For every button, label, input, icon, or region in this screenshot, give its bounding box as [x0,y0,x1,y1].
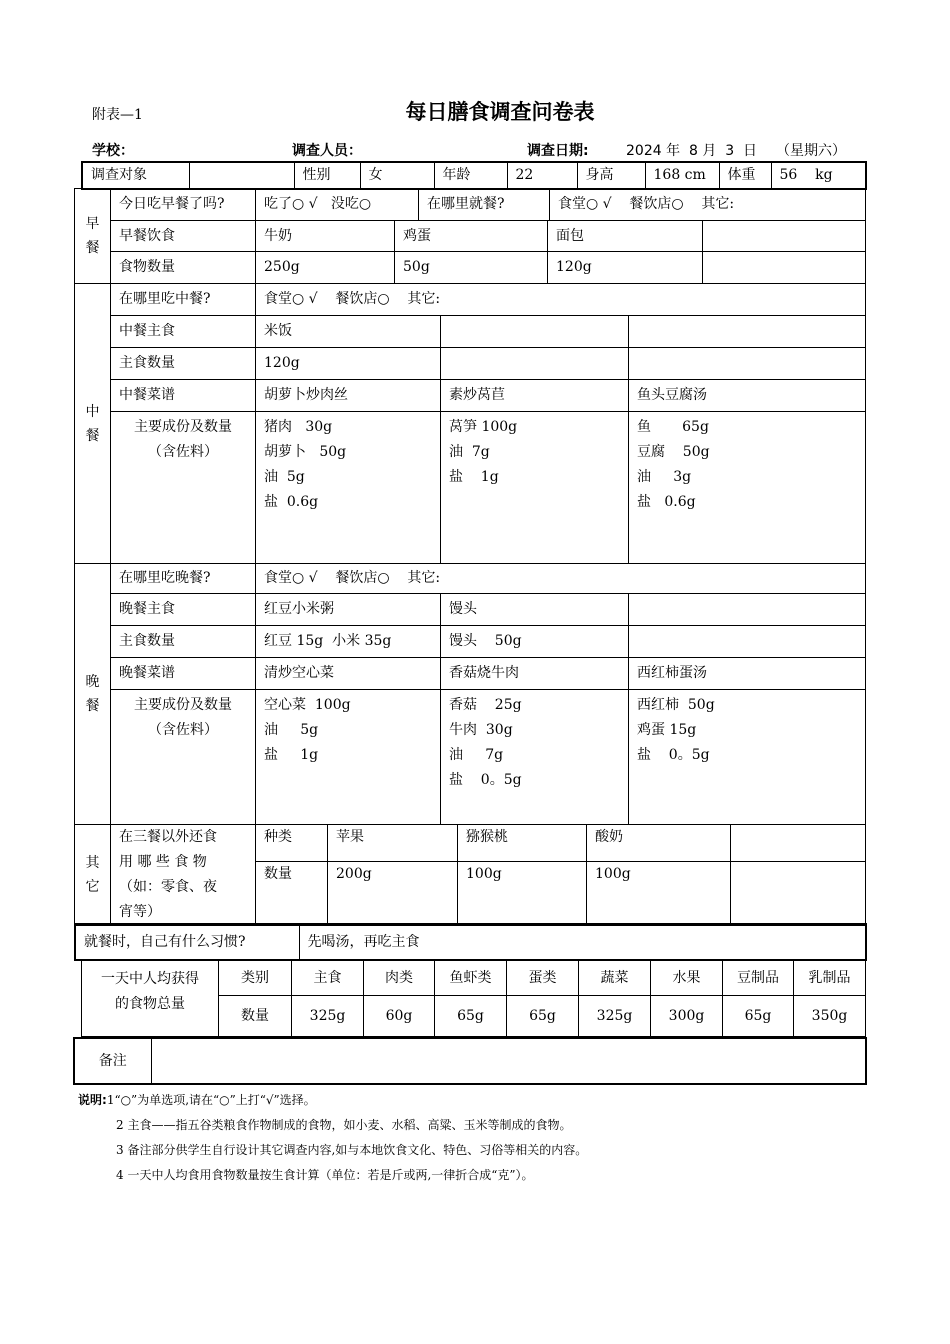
habit-answer: 先喝汤，再吃主食 [299,924,866,960]
other-qty-label: 数量 [256,861,328,925]
lunch-where-options[interactable]: 食堂○ √ 餐饮店○ 其它: [256,284,866,316]
dinner-where-label: 在哪里吃晚餐? [111,564,256,594]
dinner-menu-label: 晚餐菜谱 [111,658,256,690]
lunch-section-label: 中 餐 [75,284,111,564]
dinner-ingredients: 西红柿 50g 鸡蛋 15g 盐 0。5g [629,690,866,825]
lunch-dish: 素炒莴苣 [441,380,629,412]
date-label: 调查日期: [527,143,589,159]
other-qty [731,861,866,925]
totals-qty: 65g [435,996,507,1037]
note-item: 3 备注部分供学生自行设计其它调查内容,如与本地饮食文化、特色、习俗等相关的内容。 [116,1143,588,1157]
subject-table [81,161,867,190]
lunch-table [74,283,866,564]
breakfast-qty: 120g [548,252,703,284]
notes-label: 说明: [78,1093,107,1107]
dinner-staple [629,594,866,626]
other-qty: 100g [587,861,731,925]
other-question: 在三餐以外还食 用 哪 些 食 物 （如：零食、夜 宵等） [111,825,256,926]
dinner-staple-qty-label: 主食数量 [111,626,256,658]
note-item: 1“○”为单选项,请在“○”上打“√”选择。 [106,1093,316,1107]
breakfast-table [74,188,866,284]
appendix-label: 附表—1 [92,107,143,123]
breakfast-food: 鸡蛋 [395,221,548,252]
breakfast-food: 面包 [548,221,703,252]
other-qty: 100g [458,861,587,925]
lunch-ingredients: 莴笋 100g 油 7g 盐 1g [441,412,629,564]
totals-table [81,960,866,1037]
breakfast-food [703,221,866,252]
other-type: 猕猴桃 [458,825,587,862]
date-value: 2024 年 8 月 3 日 [626,143,758,159]
lunch-staple-qty [441,348,629,380]
other-section-label: 其 它 [75,825,111,926]
lunch-staple-qty-label: 主食数量 [111,348,256,380]
totals-category: 豆制品 [723,961,794,996]
breakfast-section-label: 早 餐 [75,189,111,284]
dinner-staple-label: 晚餐主食 [111,594,256,626]
dinner-dish: 清炒空心菜 [256,658,441,690]
note-item: 4 一天中人均食用食物数量按生食计算（单位：若是斤或两,一律折合成“克”）。 [116,1168,534,1182]
dinner-ingredients: 香菇 25g 牛肉 30g 油 7g 盐 0。5g [441,690,629,825]
totals-category: 主食 [292,961,364,996]
breakfast-q2-options[interactable]: 食堂○ √ 餐饮店○ 其它: [558,196,735,212]
other-table [74,824,866,926]
weight-value: 56 kg [771,162,866,189]
remarks-field[interactable] [151,1038,866,1084]
dinner-staple: 馒头 [441,594,629,626]
lunch-ingredients: 鱼 65g 豆腐 50g 油 3g 盐 0.6g [629,412,866,564]
totals-qty: 350g [794,996,866,1037]
habit-table [74,923,867,961]
dinner-staple-qty: 馒头 50g [441,626,629,658]
age-label: 年龄 [434,162,507,189]
breakfast-q2: 在哪里就餐? [419,189,550,220]
breakfast-q1-options[interactable]: 吃了○ √ 没吃○ [256,189,419,220]
dinner-section-label: 晚 餐 [75,564,111,825]
page-title: 每日膳食调查问卷表 [405,100,595,124]
other-type [731,825,866,862]
weight-label: 体重 [719,162,771,189]
breakfast-food: 牛奶 [256,221,395,252]
dinner-staple-qty [629,626,866,658]
lunch-ingredients: 猪肉 30g 胡萝卜 50g 油 5g 盐 0.6g [256,412,441,564]
totals-category-label: 类别 [219,961,292,996]
lunch-staple-qty: 120g [256,348,441,380]
totals-qty-label: 数量 [219,996,292,1037]
lunch-staple-label: 中餐主食 [111,316,256,348]
notes [78,1088,587,1188]
dinner-ingredients: 空心菜 100g 油 5g 盐 1g [256,690,441,825]
age-value: 22 [507,162,577,189]
breakfast-qty: 250g [256,252,395,284]
lunch-staple [441,316,629,348]
dinner-staple-qty: 红豆 15g 小米 35g [256,626,441,658]
breakfast-qty: 50g [395,252,548,284]
remarks-table [73,1037,867,1085]
breakfast-food-label: 早餐饮食 [111,221,256,252]
breakfast-qty [703,252,866,284]
lunch-ingredients-label: 主要成份及数量 （含佐料） [111,412,256,564]
totals-category: 鱼虾类 [435,961,507,996]
height-label: 身高 [577,162,645,189]
surveyor-label: 调查人员： [292,143,362,159]
totals-category: 水果 [651,961,723,996]
totals-qty: 65g [723,996,794,1037]
totals-category: 乳制品 [794,961,866,996]
subject-name-cell [189,162,294,189]
totals-category: 蛋类 [507,961,579,996]
lunch-dish: 鱼头豆腐汤 [629,380,866,412]
totals-category: 肉类 [364,961,435,996]
lunch-where-label: 在哪里吃中餐? [111,284,256,316]
school-label: 学校： [92,143,134,159]
breakfast-q1: 今日吃早餐了吗? [111,189,256,221]
remarks-label: 备注 [74,1038,151,1084]
lunch-staple [629,316,866,348]
totals-category: 蔬菜 [579,961,651,996]
gender-label: 性别 [294,162,360,189]
dinner-where-options[interactable]: 食堂○ √ 餐饮店○ 其它: [256,564,866,594]
totals-qty: 325g [292,996,364,1037]
other-type: 酸奶 [587,825,731,862]
gender-value: 女 [360,162,434,189]
totals-label: 一天中人均获得 的食物总量 [82,961,219,1037]
dinner-dish: 西红柿蛋汤 [629,658,866,690]
subject-label: 调查对象 [82,162,189,189]
lunch-staple-qty [629,348,866,380]
totals-qty: 60g [364,996,435,1037]
height-value: 168 cm [645,162,719,189]
totals-qty: 300g [651,996,723,1037]
other-type-label: 种类 [256,825,328,862]
lunch-staple: 米饭 [256,316,441,348]
habit-question: 就餐时，自己有什么习惯? [75,924,299,960]
totals-qty: 65g [507,996,579,1037]
breakfast-qty-label: 食物数量 [111,252,256,284]
dinner-dish: 香菇烧牛肉 [441,658,629,690]
totals-qty: 325g [579,996,651,1037]
dinner-table [74,563,866,825]
other-type: 苹果 [328,825,458,862]
note-item: 2 主食——指五谷类粮食作物制成的食物，如小麦、水稻、高粱、玉米等制成的食物。 [116,1118,572,1132]
other-qty: 200g [328,861,458,925]
lunch-menu-label: 中餐菜谱 [111,380,256,412]
lunch-dish: 胡萝卜炒肉丝 [256,380,441,412]
dinner-ingredients-label: 主要成份及数量 （含佐料） [111,690,256,825]
weekday: （星期六） [776,143,846,159]
dinner-staple: 红豆小米粥 [256,594,441,626]
